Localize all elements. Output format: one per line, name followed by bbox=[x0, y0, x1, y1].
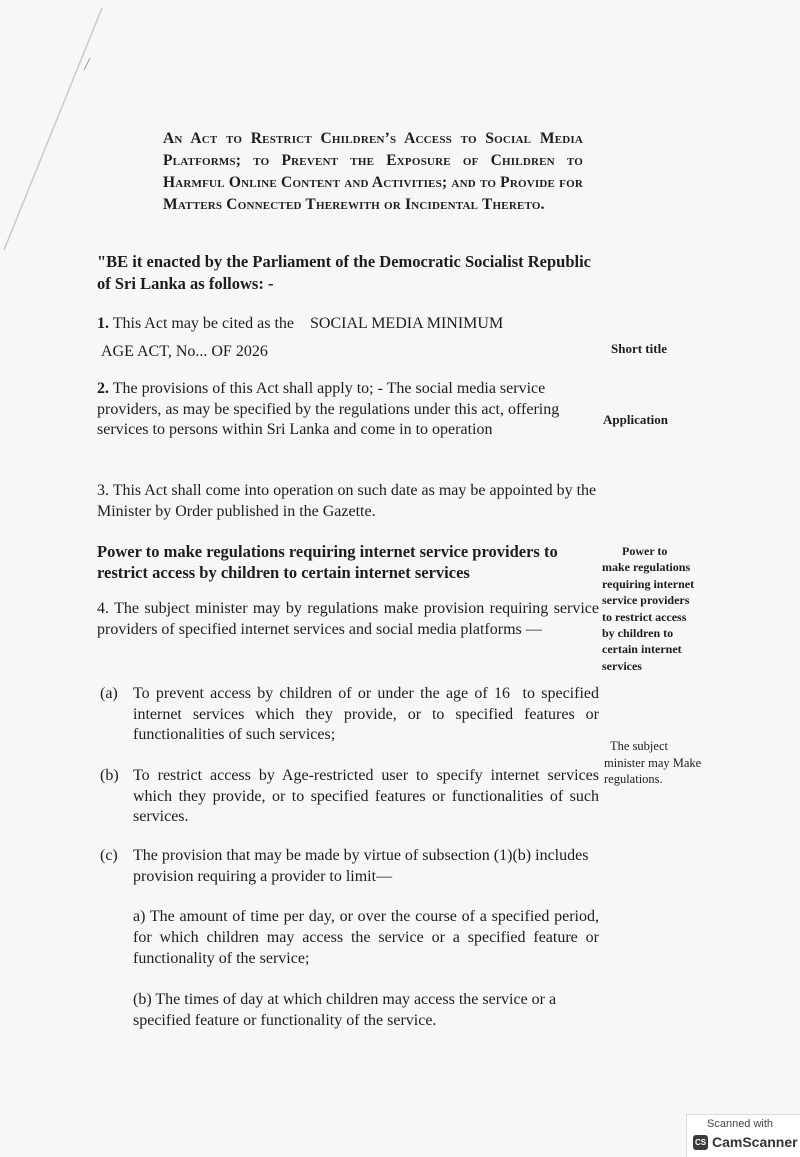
item-b-text: To restrict access by Age-restricted user to specify internet services which they provide, or to specified features or functionalities of such services. bbox=[133, 767, 599, 825]
margin-note-power bbox=[602, 543, 702, 674]
item-a-text: To prevent access by children of or under the age of 16 to specified internet services which they provide, or to specified features or functionalities of such services; bbox=[133, 685, 603, 743]
section-1-line-2: AGE ACT, No... OF 2026 bbox=[101, 343, 268, 360]
section-1-number: 1. bbox=[97, 315, 109, 332]
scanned-with-label: Scanned with bbox=[707, 1118, 774, 1130]
camscanner-brand-label: CamScanner bbox=[712, 1134, 798, 1150]
margin-note-minister bbox=[604, 738, 719, 788]
item-a-label: (a) bbox=[100, 685, 118, 702]
power-heading: Power to make regulations requiring internet service providers to restrict access by children to certain internet services bbox=[97, 542, 558, 582]
camscanner-logo-icon: CS bbox=[693, 1135, 708, 1150]
item-c-label: (c) bbox=[100, 847, 118, 864]
section-2 bbox=[97, 379, 599, 441]
enacting-clause: "BE it enacted by the Parliament of the Democratic Socialist Republic of Sri Lanka as follows: - bbox=[97, 252, 592, 293]
item-c-text: The provision that may be made by virtue of subsection (1)(b) includes provision requiring a provider to limit— bbox=[133, 847, 589, 885]
camscanner-brand bbox=[693, 1134, 798, 1150]
section-1-line-1 bbox=[97, 313, 597, 335]
margin-note-minister-rest: minister may Make regulations. bbox=[604, 755, 702, 786]
camscanner-watermark bbox=[686, 1114, 800, 1157]
section-1-text: This Act may be cited as the SOCIAL MEDIA MINIMUM bbox=[112, 315, 504, 332]
item-b-label: (b) bbox=[100, 767, 119, 784]
section-3: 3. This Act shall come into operation on such date as may be appointed by the Minister by Order published in the Gazette. bbox=[97, 482, 597, 520]
margin-note-minister-line1: The subject bbox=[610, 739, 668, 753]
margin-note-power-rest: make regulations requiring internet service providers to restrict access by children to certain internet services bbox=[602, 560, 695, 673]
margin-note-power-line1: Power to bbox=[622, 544, 668, 558]
margin-note-short-title: Short title bbox=[611, 341, 667, 356]
sub-item-b-text: (b) The times of day at which children may access the service or a specified feature or functionality of the service. bbox=[133, 991, 557, 1029]
act-title: An Act to Restrict Children’s Access to Social Media Platforms; to Prevent the Exposure of Children to Harmful Online Content and Activities; and to Provide for Matters Connected Therewith or Incidental Thereto. bbox=[163, 130, 583, 213]
scan-edge-shadow bbox=[0, 0, 120, 260]
margin-note-application: Application bbox=[603, 412, 669, 427]
sub-item-a-text: a) The amount of time per day, or over the course of a specified period, for which children may access the service or a specified feature or functionality of the service; bbox=[133, 908, 599, 967]
section-2-text: The provisions of this Act shall apply to; - The social media service providers, as may be specified by the regulations under this act, offering services to persons within Sri Lanka and come in to operation bbox=[97, 380, 560, 438]
section-4-intro: 4. The subject minister may by regulations make provision requiring service providers of specified internet services and social media platforms — bbox=[97, 600, 599, 638]
section-2-number: 2. bbox=[97, 380, 109, 397]
